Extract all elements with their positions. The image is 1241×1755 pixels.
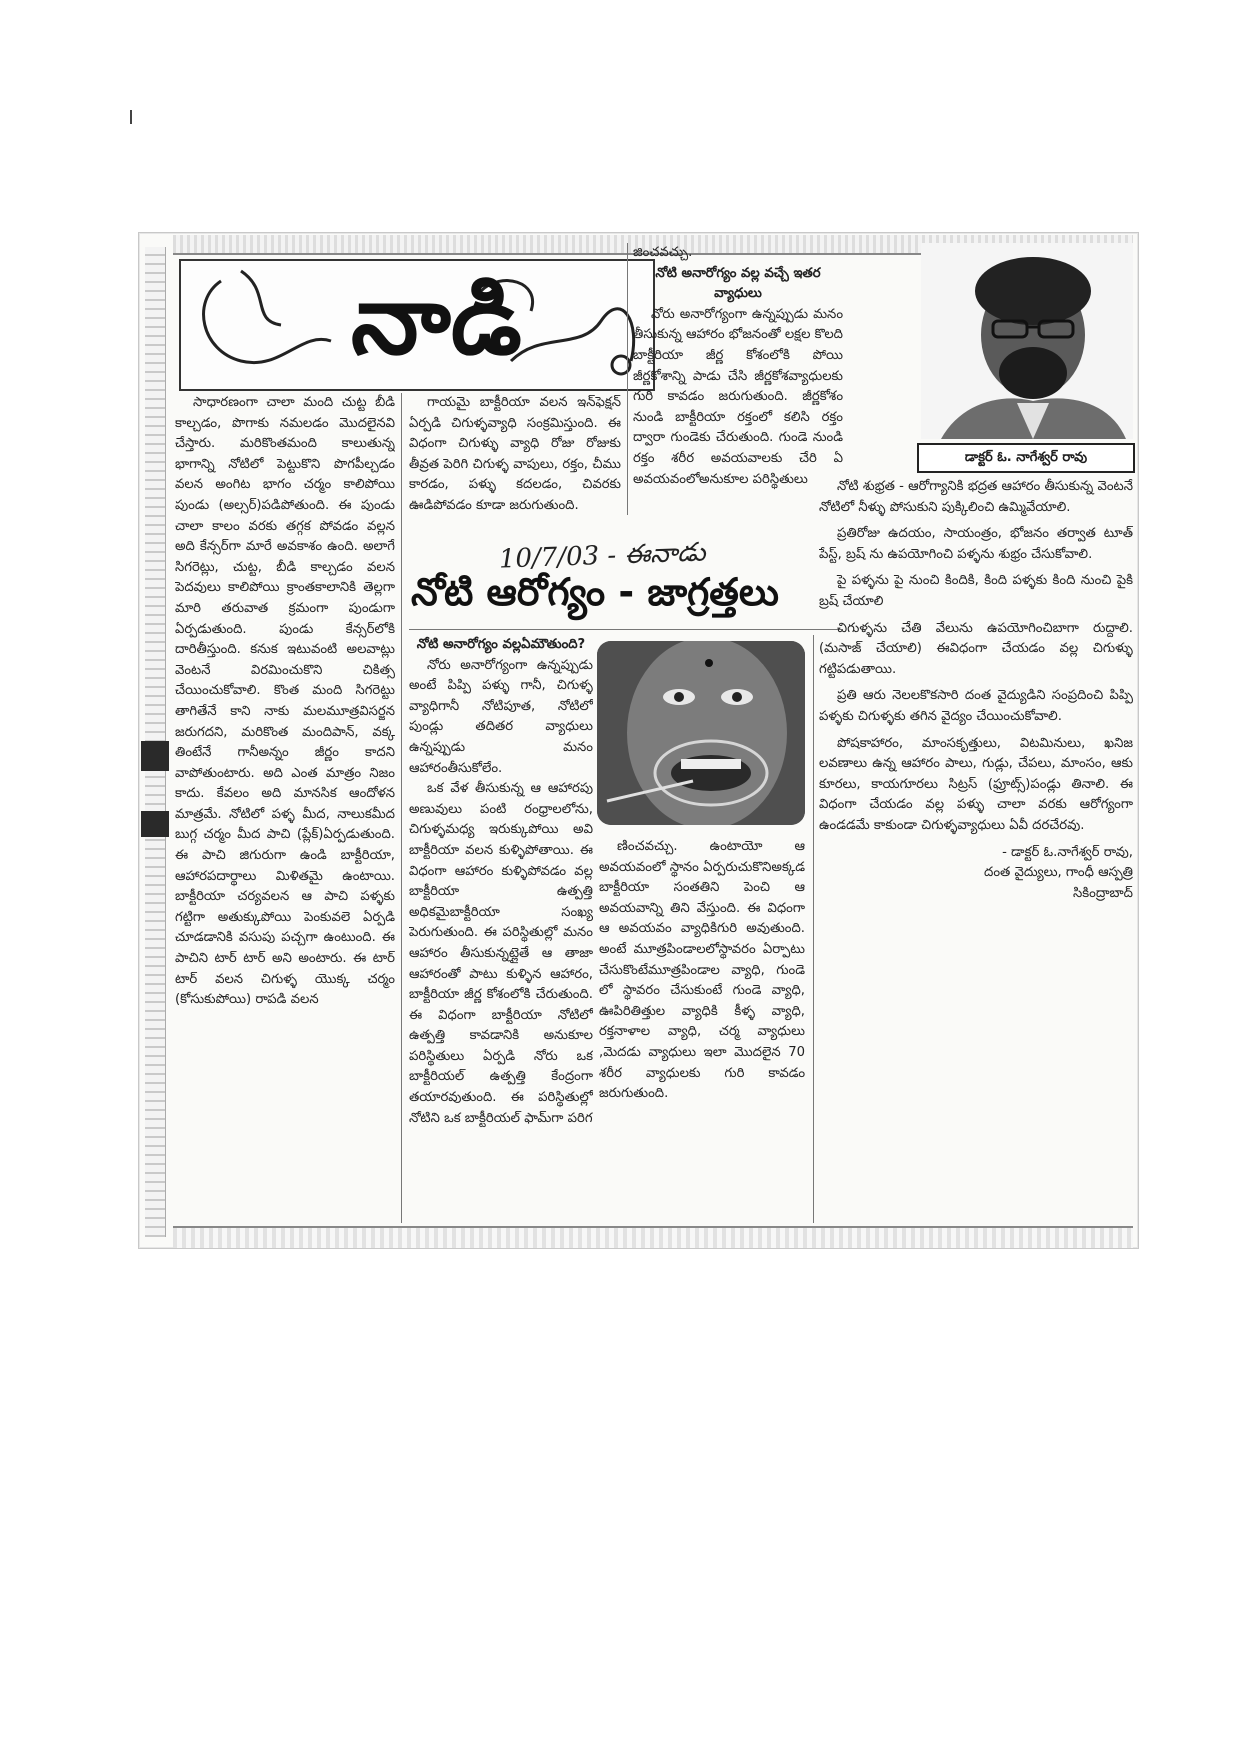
column-3-lead: జించవచ్చు. — [633, 245, 693, 260]
tip-3: పై పళ్ళను పై నుంచి కిందికి, కింది పళ్ళకు కింది నుంచి పైకి బ్రష్ చేయాలి — [819, 573, 1133, 609]
article-column-3-bottom — [599, 837, 805, 1223]
article-column-2-top — [409, 393, 621, 515]
tip-5: ప్రతి ఆరు నెలలకొకసారి దంత వైద్యుడిని సంప్రదించి పిప్పి పళ్ళకు చిగుళ్ళకు తగిన వైద్యం చేయించుకోవాలి. — [819, 688, 1133, 724]
article-headline: నోటి ఆరోగ్యం - జాగ్రత్తలు — [411, 570, 779, 614]
column-3-bottom-text: ణించవచ్చు. ఉంటాయో ఆ అవయవంలో స్థానం ఏర్పరుచుకొనిఅక్కడ బాక్టీరియా సంతతిని పెంచి ఆ అవయవాన్ని తిని వేస్తుంది. ఈ విధంగా ఆ అవయవం వ్యాధికిగురి అవుతుంది. అంటే మూత్రపిండాలలోస్థావరం ఏర్పాటు చేసుకొంటేమూత్రపిండాల వ్యాధి, గుండె లో స్థావరం చేసుకుంటే గుండె వ్యాధి, ఊపిరితిత్తుల వ్యాధికి కీళ్ళ వ్యాధి, రక్తనాళాల వ్యాధి, చర్మ వ్యాధులు ,మెదడు వ్యాధులు ఇలా మొదలైన 70 శరీర వ్యాధులకు గురి కావడం జరుగుతుంది. — [599, 839, 805, 1102]
column-2-top-text: గాయమై బాక్టీరియా వలన ఇన్‌ఫెక్షన్ ఏర్పడి చిగుళ్ళవ్యాధి సంక్రమిస్తుంది. ఈ విధంగా చిగుళ్ళు వ్యాధి రోజు రోజుకు తీవ్రత పెరిగి చిగుళ్ళ వాపులు, రక్తం, చీము కారడం, పళ్ళు కదలడం, చివరకు ఊడిపోవడం కూడా జరుగుతుంది. — [409, 395, 621, 513]
column-2-mid-text-2: ఒక వేళ తీసుకున్న ఆ ఆహారపు అణువులు పంటి రంధ్రాలలోను, చిగుళ్ళమధ్య ఇరుక్కుపోయి అవి బాక్టీరియా వలన కుళ్ళిపోతాయి. ఈ విధంగా ఆహారం కుళ్ళిపోవడం వల్ల బాక్టీరియా ఉత్పత్తి అధికమైబాక్టీరియా సంఖ్య పెరుగుతుంది. ఈ పరిస్థితుల్లో మనం ఆహారం తీసుకున్నట్లైతే ఆ తాజా ఆహారంతో పాటు కుళ్ళిన ఆహారం, బాక్టీరియా జీర్ణ కోశంలోకి చేరుతుంది. ఈ విధంగా బాక్టీరియా నోటిలో ఉత్పత్తి కావడానికి అనుకూల పరిస్థితులు ఏర్పడి నోరు ఒక బాక్టీరియల్ ఉత్పత్తి కేంద్రంగా తయారవుతుంది. ఈ పరిస్థితుల్లో నోటిని ఒక బాక్టీరియల్ ఫామ్‌గా పరిగ — [409, 781, 593, 1126]
clipping-bottom-edge — [173, 1226, 1133, 1248]
scan-mark — [130, 110, 132, 124]
patient-mouth-photo — [597, 641, 805, 825]
article-column-1 — [175, 393, 395, 1223]
byline-city: సికింద్రాబాద్ — [1073, 885, 1133, 901]
edge-fragment — [141, 811, 169, 837]
newspaper-clipping — [138, 232, 1139, 1249]
column-3-top-text: నోరు అనారోగ్యంగా ఉన్నప్పుడు మనం తీసుకున్న ఆహారం భోజనంతో లక్షల కొలది బాక్టీరియా జీర్ణ కోశంలోకి పోయి జీర్ణకోశాన్ని పాడు చేసి జీర్ణకోశవ్యాధులకు గురి కావడం జరుగుతుంది. జీర్ణకోశం నుండి బాక్టీరియా రక్తంలో కలిసి రక్తం ద్వారా గుండెకు చేరుతుంది. గుండె నుండి రక్తం శరీర అవయవాలకు చేరి ఏ అవయవంలోఅనుకూల పరిస్థితులు — [633, 306, 843, 487]
doctor-portrait-image — [921, 243, 1133, 439]
headline-rule — [409, 629, 843, 630]
patient-mouth-image — [597, 641, 805, 825]
column-1-text: సాధారణంగా చాలా మంది చుట్ట బీడి కాల్చడం, పొగాకు నమలడం మొదలైనవి చేస్తారు. మరికొంతమంది కాలుతున్న భాగాన్ని నోటిలో పెట్టుకొని పొగపీల్చడం వలన అంగిట భాగం చర్మం కాలిపోయి పుండు (అల్సర్)పడిపోతుంది. ఈ పుండు చాలా కాలం వరకు తగ్గక పోవడం వల్లన అది కేన్సర్‌గా మారే అవకాశం ఉంది. అలాగే సిగరెట్లు, చుట్ట, బీడి కాల్చడం వలన పెదవులు కాలిపోయి క్రాంతకాలానికి తెల్లగా మారి తరువాత క్రమంగా పుండుగా ఏర్పడుతుంది. పుండు కేన్సర్‌లోకి దారితీస్తుంది. కనుక ఇటువంటి అలవాట్లు వెంటనే విరమించుకొని చికిత్స చేయించుకోవాలి. కొంత మంది సిగరెట్టు తాగితేనే కాని నాకు మలమూత్రవిసర్జన జరుగదని, మరికొంత మందిపాన్, వక్క తింటేనే గానీఅన్నం జీర్ణం కాదని వాపోతుంటారు. అది ఎంత మాత్రం నిజం కాదు. కేవలం అది మానసిక ఆందోళన మాత్రమే. నోటిలో పళ్ళ మీద, నాలుకమీద బుగ్గ చర్మం మీద పాచి (ప్లేక్)ఏర్పడుతుంది. ఈ పాచి జిగురుగా ఉండి బాక్టీరియా, ఆహారపదార్థాలు మిళితమై ఉంటాయి. బాక్టీరియా చర్యవలన ఆ పాచి పళ్ళకు గట్టిగా అతుక్కుపోయి పెంకువలె ఏర్పడి చూడడానికి వసుపు పచ్చగా ఉంటుంది. ఈ పాచిని టార్ టార్ అని అంటారు. ఈ టార్ టార్ వలన చిగుళ్ళ యొక్క చర్మం (కోసుకుపోయి) రాపడి వలన — [175, 395, 395, 1008]
column-2-subhead: నోటి అనారోగ్యం వల్లఏమౌతుంది? — [416, 637, 586, 652]
masthead-title: నాడి — [351, 263, 522, 376]
byline-title: దంత వైద్యులు, గాంధీ ఆస్పత్రి — [984, 865, 1133, 881]
article-column-3-top — [633, 243, 843, 535]
column-masthead — [179, 259, 655, 391]
column-3-subhead: నోటి అనారోగ్యం వల్ల వచ్చే ఇతర వ్యాధులు — [655, 265, 821, 302]
tip-6: పోషకాహారం, మాంసకృత్తులు, విటమినులు, ఖనిజ లవణాలు ఉన్న ఆహారం పాలు, గుడ్లు, చేపలు, మాంసం, ఆకు కూరలు, కాయగూరలు సిట్రస్ (ఫ్రూట్స్)పండ్లు తినాలి. ఈ విధంగా చేయడం వల్ల పళ్ళు చాలా వరకు ఆరోగ్యంగా ఉండడమే కాకుండా చిగుళ్ళవ్యాధులు ఏవీ దరచేరవు. — [819, 735, 1133, 833]
column-rule — [401, 393, 402, 1223]
column-rule — [627, 243, 628, 515]
handwritten-date: 10/7/03 - ఈనాడు — [498, 537, 706, 575]
tip-1: నోటి శుభ్రత - ఆరోగ్యానికి భద్రత ఆహారం తీసుకున్న వెంటనే నోటిలో నీళ్ళు పోసుకుని పుక్కిలించి ఉమ్మివేయాలి. — [819, 479, 1133, 515]
article-column-2-mid — [409, 635, 593, 1223]
column-2-mid-text: నోరు అనారోగ్యంగా ఉన్నప్పుడు అంటే పిప్పి పళ్ళు గానీ, చిగుళ్ళ వ్యాధిగానీ నోటిపూత, నోటిలో పుండ్లు తదితర వ్యాధులు ఉన్నప్పుడు మనం ఆహారంతీసుకోలేం. — [409, 657, 593, 776]
column-rule — [813, 635, 814, 1223]
photo-caption: డాక్టర్ ఓ. నాగేశ్వర్ రావు — [917, 443, 1135, 473]
edge-fragment — [141, 741, 169, 771]
tip-4: చిగుళ్ళను చేతి వేలును ఉపయోగించిబాగా రుద్దాలి. (మసాజ్ చేయాలి) ఈవిధంగా చేయడం వల్ల చిగుళ్ళు గట్టిపడుతాయి. — [819, 620, 1133, 677]
tip-2: ప్రతిరోజు ఉదయం, సాయంత్రం, భోజనం తర్వాత టూత్ పేస్ట్, బ్రష్ ను ఉపయోగించి పళ్ళను శుభ్రం చేసుకోవాలి. — [819, 526, 1133, 562]
doctor-photo — [921, 243, 1133, 439]
byline-name: - డాక్టర్ ఓ.నాగేశ్వర్ రావు, — [1002, 844, 1133, 860]
article-column-4 — [819, 477, 1133, 1223]
